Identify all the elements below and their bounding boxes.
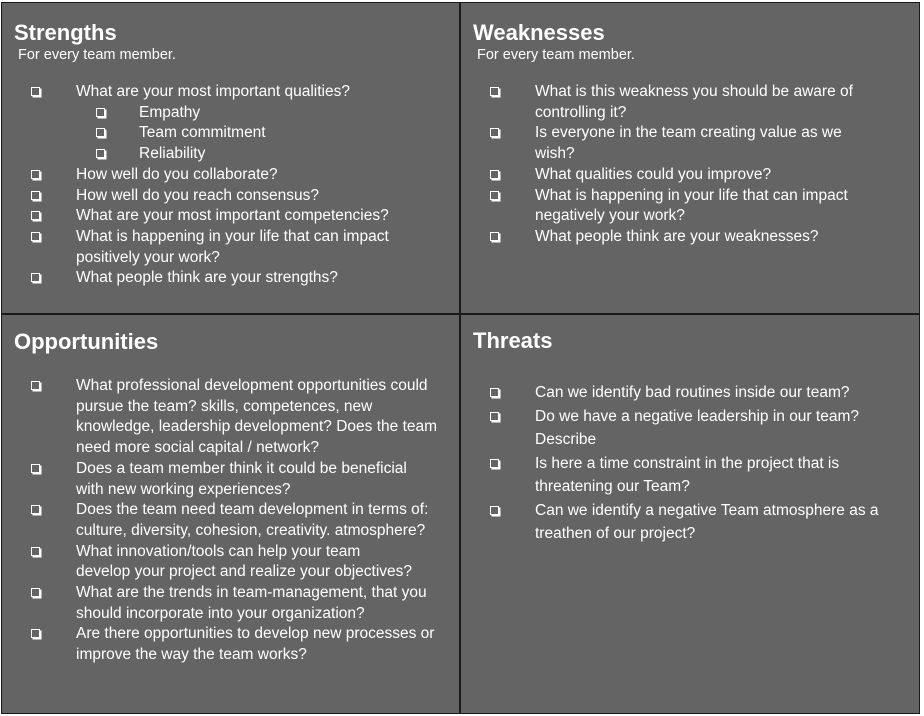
checkbox-icon: [96, 108, 105, 117]
checkbox-icon: [31, 170, 40, 179]
threats-list: [461, 381, 913, 546]
checkbox-icon: [96, 128, 105, 137]
item-text: Does the team need team development in terms of: culture, diversity, cohesion, creativity. atmosphere?: [76, 501, 429, 539]
checkbox-icon: [490, 232, 499, 241]
list-item: [2, 82, 453, 165]
item-text: What people think are your weaknesses?: [535, 227, 819, 245]
threats-quadrant: [461, 315, 919, 713]
item-text: How well do you collaborate?: [76, 165, 278, 183]
strengths-subtitle: For every team member.: [18, 47, 176, 63]
checkbox-icon: [490, 388, 499, 397]
list-item: [2, 500, 453, 541]
item-text: What professional development opportunities could pursue the team? skills, competences, new knowledge, leadership development? Does the team need more social capital / network?: [76, 377, 438, 457]
item-text: What are your most important qualities?: [76, 83, 350, 100]
checkbox-icon: [490, 506, 499, 515]
item-text: Can we identify bad routines inside our team?: [535, 384, 850, 401]
opportunities-quadrant: [2, 315, 459, 713]
item-text: What innovation/tools can help your team develop your project and realize your objectives?: [76, 542, 413, 581]
list-item: [2, 459, 453, 500]
checkbox-icon: [31, 588, 40, 597]
item-text: What are your most important competencies?: [76, 207, 389, 225]
item-text: What is happening in your life that can impact negatively your work?: [535, 186, 848, 225]
opportunities-title: Opportunities: [14, 329, 159, 354]
checkbox-icon: [490, 412, 499, 421]
item-text: What is this weakness you should be aware of controlling it?: [535, 83, 853, 121]
threats-title: Threats: [473, 328, 553, 353]
list-item: [461, 381, 913, 405]
checkbox-icon: [490, 128, 499, 137]
list-item: [76, 144, 447, 165]
list-item: [2, 583, 453, 624]
list-item: [2, 624, 453, 665]
list-item: [461, 82, 913, 123]
item-text: What are the trends in team-management, that you should incorporate into your organization?: [76, 584, 427, 622]
list-item: [2, 206, 453, 227]
strengths-title: Strengths: [14, 20, 117, 45]
list-item: [2, 376, 453, 459]
checkbox-icon: [490, 191, 499, 200]
checkbox-icon: [31, 273, 40, 282]
weaknesses-title: Weaknesses: [473, 20, 605, 45]
item-text: How well do you reach consensus?: [76, 186, 319, 204]
weaknesses-quadrant: [461, 3, 919, 313]
item-text: Is everyone in the team creating value as we wish?: [535, 124, 842, 163]
checkbox-icon: [490, 459, 499, 468]
checkbox-icon: [96, 149, 105, 158]
list-item: [461, 123, 913, 164]
checkbox-icon: [31, 87, 40, 96]
checkbox-icon: [490, 170, 499, 179]
weaknesses-list: [461, 82, 913, 248]
list-item: [76, 123, 447, 144]
checkbox-icon: [31, 381, 40, 390]
list-item: [461, 165, 913, 186]
checkbox-icon: [31, 629, 40, 638]
strengths-quadrant: [2, 3, 459, 313]
list-item: [2, 542, 453, 583]
strengths-sublist: [76, 103, 447, 165]
list-item: [76, 103, 447, 124]
item-text: What qualities could you improve?: [535, 165, 772, 183]
item-text: Does a team member think it could be beneficial with new working experiences?: [76, 459, 407, 498]
item-text: Team commitment: [139, 124, 266, 142]
swot-grid: [1, 2, 920, 714]
item-text: Reliability: [139, 145, 206, 163]
checkbox-icon: [31, 232, 40, 241]
list-item: [2, 227, 453, 268]
item-text: Empathy: [139, 103, 201, 121]
list-item: [2, 268, 453, 289]
item-text: Are there opportunities to develop new processes or improve the way the team works?: [76, 625, 435, 664]
list-item: [461, 499, 913, 546]
opportunities-list: [2, 376, 453, 666]
list-item: [2, 165, 453, 186]
item-text: Do we have a negative leadership in our team? Describe: [535, 407, 859, 448]
item-text: What people think are your strengths?: [76, 269, 338, 287]
checkbox-icon: [490, 87, 499, 96]
list-item: [461, 227, 913, 248]
list-item: [461, 452, 913, 499]
list-item: [461, 186, 913, 227]
item-text: Can we identify a negative Team atmosphere as a treathen of our project?: [535, 501, 879, 542]
checkbox-icon: [31, 505, 40, 514]
item-text: Is here a time constraint in the project that is threatening our Team?: [535, 454, 840, 495]
checkbox-icon: [31, 464, 40, 473]
list-item: [2, 186, 453, 207]
strengths-list: [2, 82, 453, 289]
checkbox-icon: [31, 211, 40, 220]
checkbox-icon: [31, 191, 40, 200]
weaknesses-subtitle: For every team member.: [477, 47, 635, 63]
list-item: [461, 405, 913, 452]
checkbox-icon: [31, 547, 40, 556]
item-text: What is happening in your life that can impact positively your work?: [76, 227, 389, 266]
